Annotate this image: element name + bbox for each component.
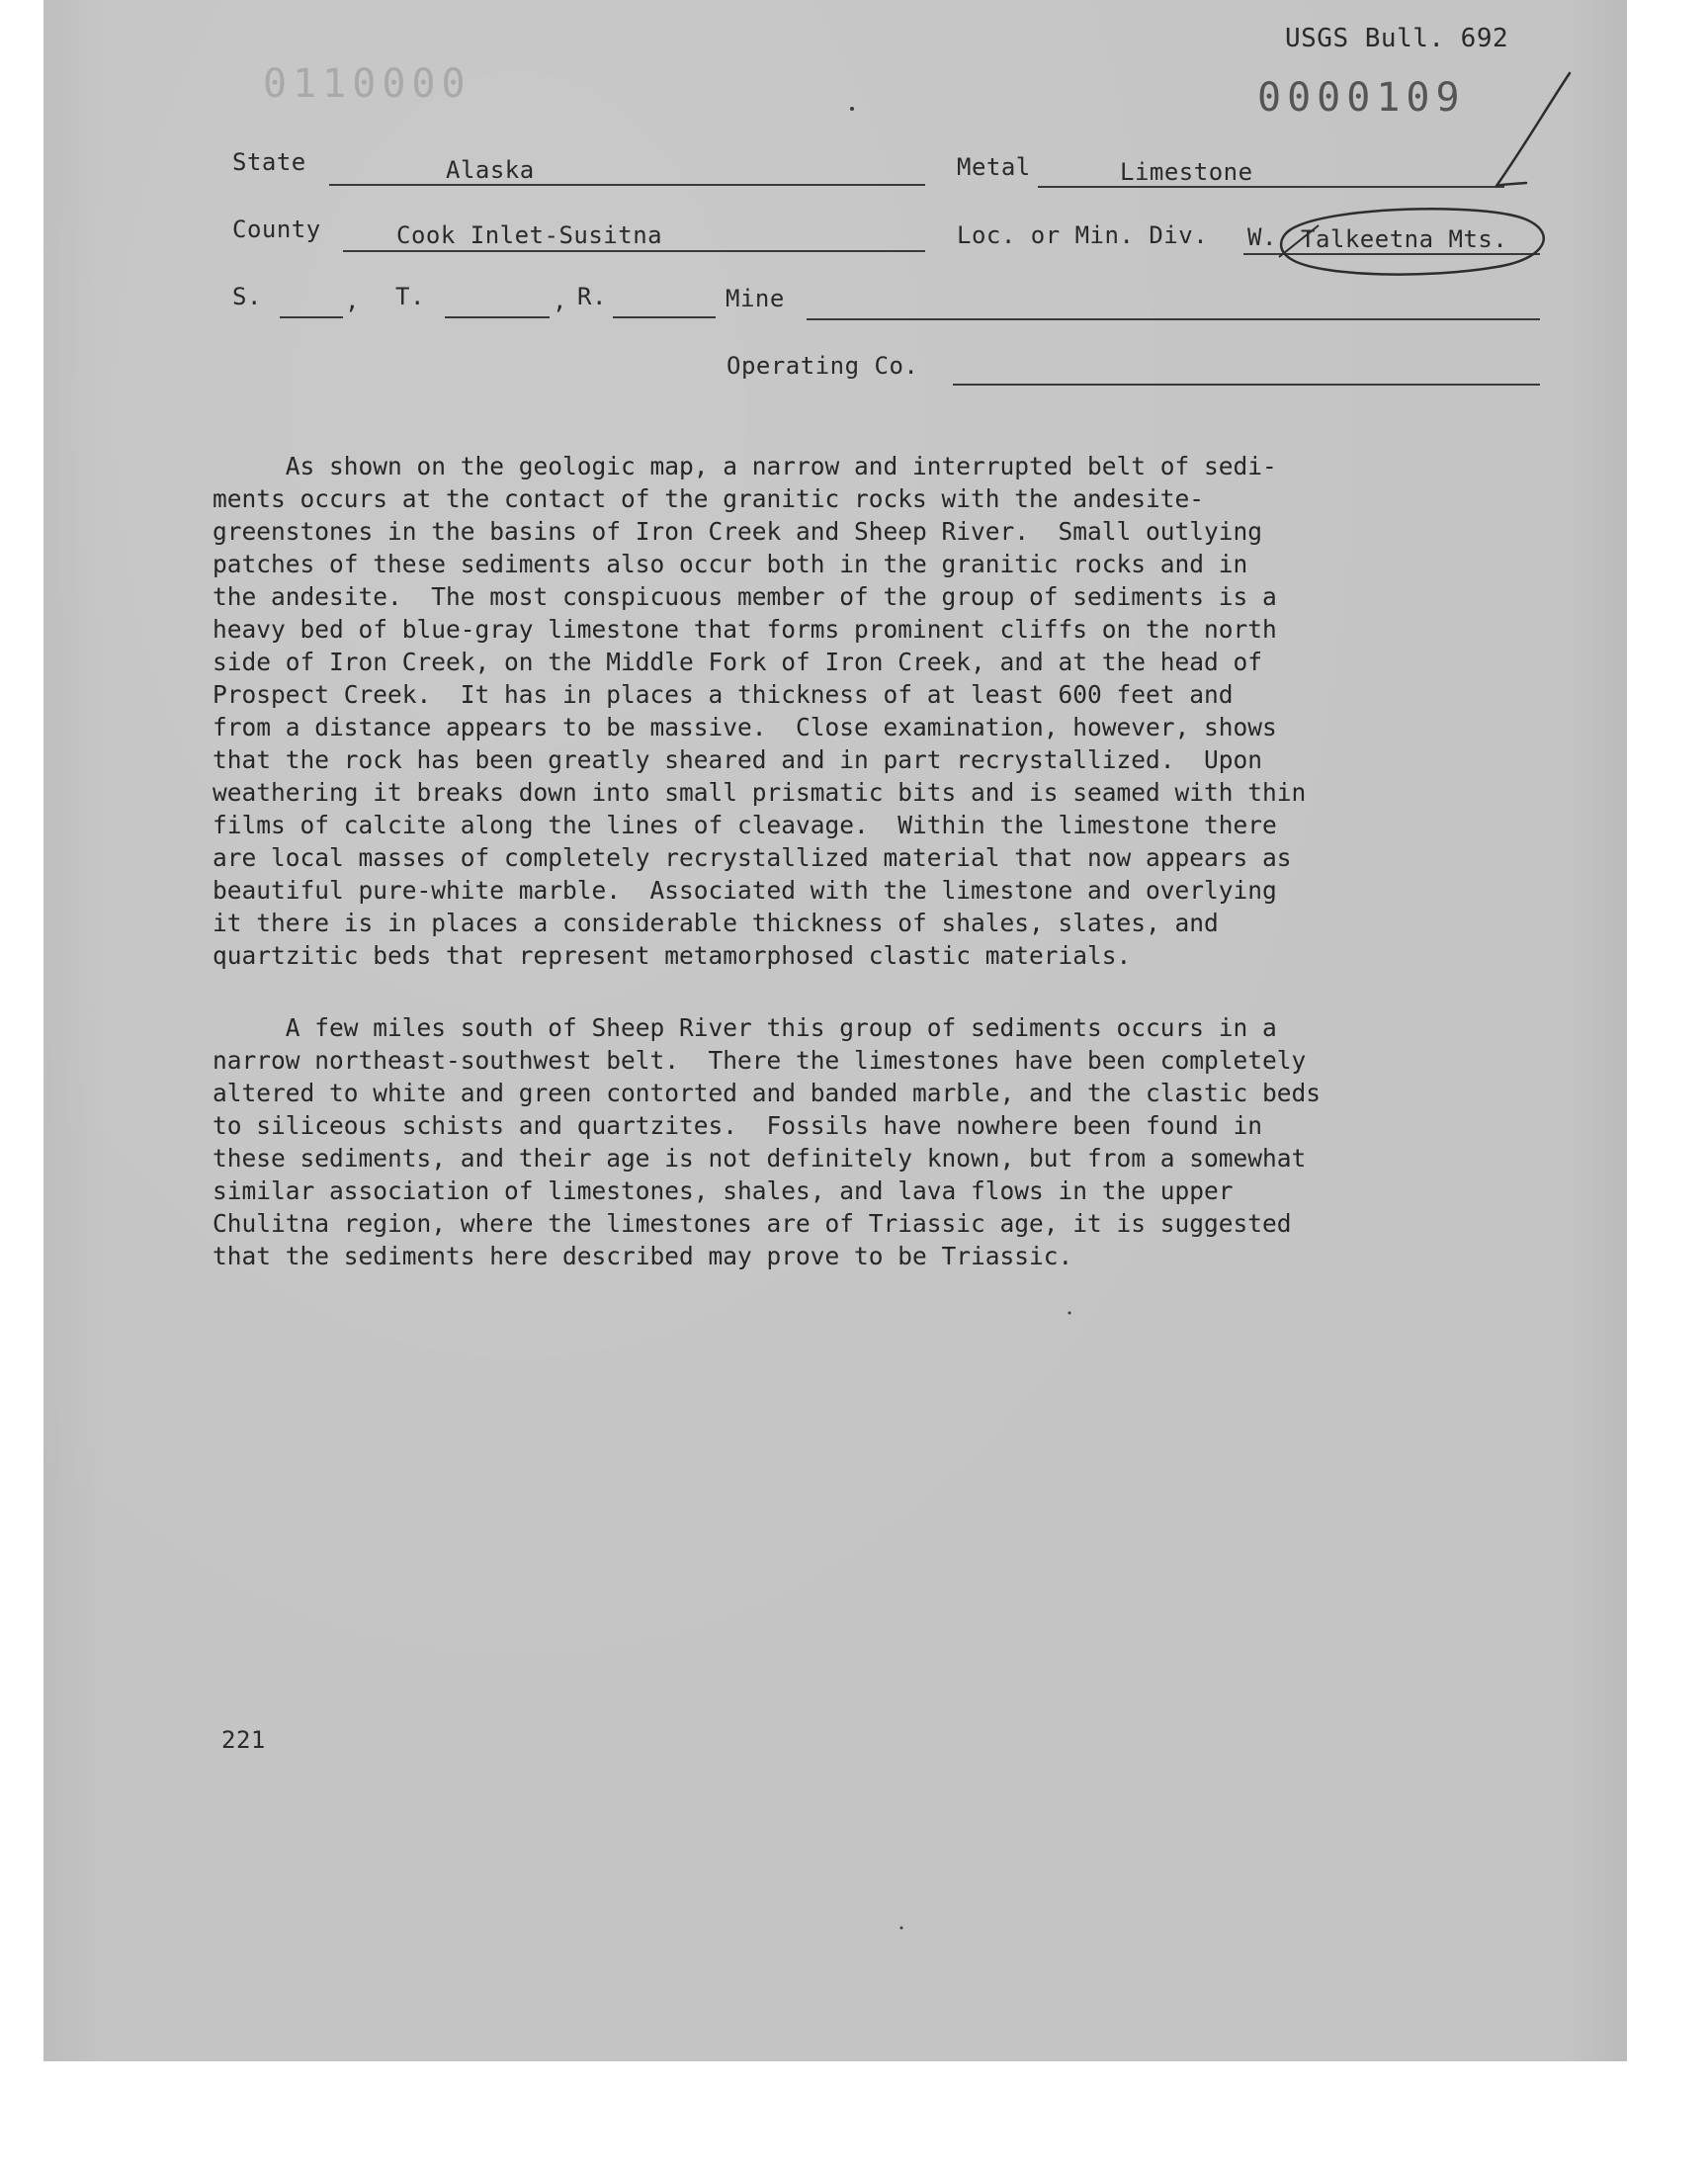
text-line: Prospect Creek. It has in places a thickness of at least 600 feet and xyxy=(213,680,1234,709)
pen-marks xyxy=(43,0,1627,2061)
text-line: from a distance appears to be massive. Close examination, however, shows xyxy=(213,713,1277,741)
text-line: the andesite. The most conspicuous member of the group of sediments is a xyxy=(213,582,1277,611)
mine-label: Mine xyxy=(726,285,785,312)
county-label: County xyxy=(232,216,321,243)
loc-circle-mark xyxy=(1281,209,1544,274)
section-label: S. xyxy=(232,283,262,310)
state-value: Alaska xyxy=(446,156,535,184)
text-line: that the rock has been greatly sheared and in part recrystallized. Upon xyxy=(213,745,1263,774)
stamp-number: 0000109 xyxy=(1257,75,1466,121)
text-line: beautiful pure-white marble. Associated with the limestone and overlying xyxy=(213,876,1277,905)
speck xyxy=(900,1927,903,1930)
text-line: side of Iron Creek, on the Middle Fork of Iron Creek, and at the head of xyxy=(213,648,1263,676)
range-label: R. xyxy=(577,283,607,310)
text-line: quartzitic beds that represent metamorphosed clastic materials. xyxy=(213,941,1132,970)
metal-label: Metal xyxy=(957,153,1031,181)
text-line: altered to white and green contorted and banded marble, and the clastic beds xyxy=(213,1079,1322,1107)
text-line: it there is in places a considerable thickness of shales, slates, and xyxy=(213,909,1219,937)
bulletin-reference: USGS Bull. 692 xyxy=(1285,24,1509,53)
text-line: narrow northeast-southwest belt. There the limestones have been completely xyxy=(213,1046,1307,1075)
text-line: these sediments, and their age is not definitely known, but from a somewhat xyxy=(213,1144,1307,1173)
text-line: heavy bed of blue-gray limestone that forms prominent cliffs on the north xyxy=(213,615,1277,644)
speck xyxy=(850,107,854,111)
text-line: similar association of limestones, shales, and lava flows in the upper xyxy=(213,1176,1234,1205)
check-mark-stroke xyxy=(1496,73,1570,186)
text-line: that the sediments here described may prove to be Triassic. xyxy=(213,1242,1073,1270)
text-line: greenstones in the basins of Iron Creek and Sheep River. Small outlying xyxy=(213,517,1263,546)
text-line: As shown on the geologic map, a narrow and interrupted belt of sedi- xyxy=(213,452,1277,480)
text-line: films of calcite along the lines of cleavage. Within the limestone there xyxy=(213,811,1277,839)
text-line: weathering it breaks down into small prismatic bits and is seamed with thin xyxy=(213,778,1307,807)
loc-label: Loc. or Min. Div. xyxy=(957,221,1209,249)
metal-value: Limestone xyxy=(1120,158,1253,186)
state-label: State xyxy=(232,148,306,176)
comma-1: , xyxy=(345,287,360,314)
operating-co-label: Operating Co. xyxy=(726,352,919,380)
text-line: to siliceous schists and quartzites. Fossils have nowhere been found in xyxy=(213,1111,1263,1140)
page-number: 221 xyxy=(221,1726,266,1754)
text-line: patches of these sediments also occur both in the granitic rocks and in xyxy=(213,550,1248,578)
comma-2: , xyxy=(553,287,567,314)
county-value: Cook Inlet-Susitna xyxy=(396,221,663,249)
text-line: A few miles south of Sheep River this group of sediments occurs in a xyxy=(213,1013,1277,1042)
document-page xyxy=(43,0,1627,2061)
text-line: are local masses of completely recrystallized material that now appears as xyxy=(213,843,1292,872)
township-label: T. xyxy=(395,283,425,310)
text-line: ments occurs at the contact of the granitic rocks with the andesite- xyxy=(213,484,1205,513)
faint-stamp-number: 0110000 xyxy=(263,61,471,107)
speck xyxy=(1068,1312,1071,1315)
loc-prefix: W. xyxy=(1247,223,1277,251)
loc-slash-mark xyxy=(1279,225,1319,257)
loc-value: Talkeetna Mts. xyxy=(1301,225,1508,253)
text-line: Chulitna region, where the limestones are of Triassic age, it is suggested xyxy=(213,1209,1292,1238)
